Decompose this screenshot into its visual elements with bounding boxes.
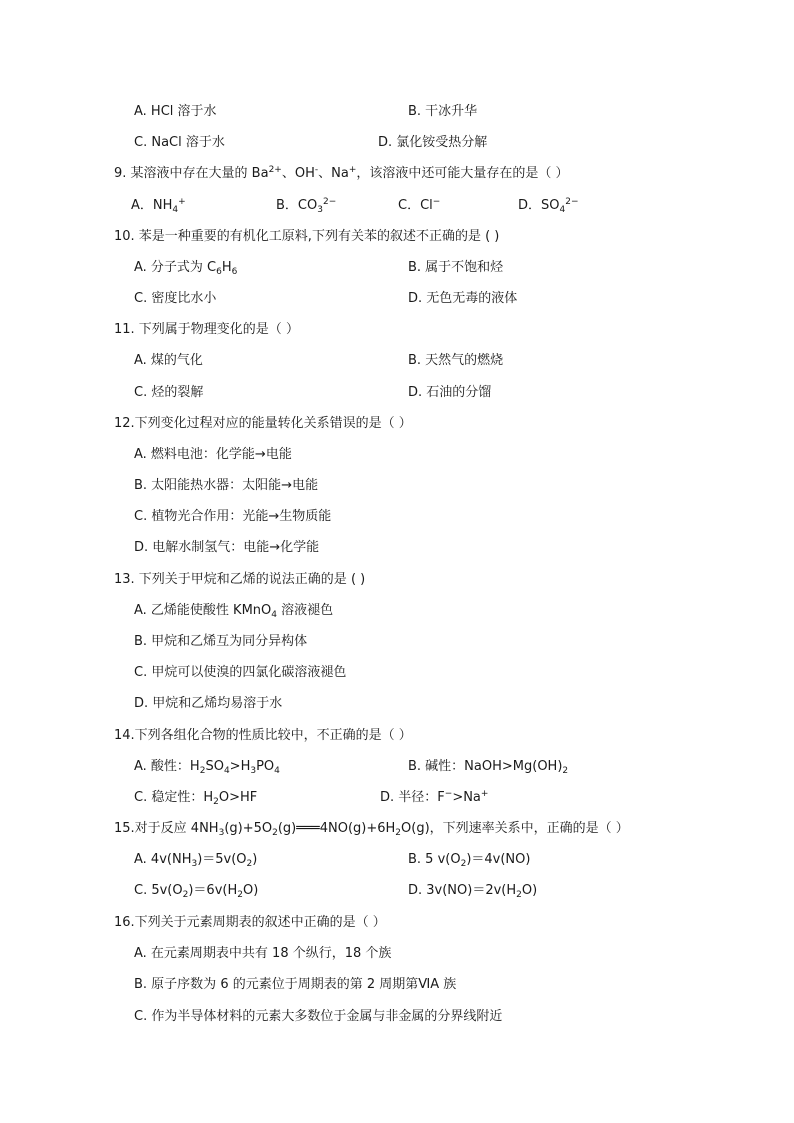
q15-text: O(g)，下列速率关系中，正确的是（ ）: [401, 821, 629, 836]
opt-sub: 2: [246, 859, 253, 869]
opt-text: >H: [229, 759, 251, 774]
opt-text: D．SO: [518, 198, 560, 213]
opt-sub: 6: [216, 267, 222, 277]
opt-sub: 2: [182, 890, 189, 900]
opt-text: A. 分子式为 C: [134, 260, 217, 275]
opt-text: D. 半径：F: [380, 790, 445, 805]
question-9: [114, 166, 569, 182]
option-14d: [380, 790, 488, 806]
opt-text: B. 5 v(O: [408, 852, 461, 867]
q15-text: (g)+5O: [224, 821, 273, 836]
opt-text: ): [252, 852, 258, 867]
option-15a: [134, 852, 257, 868]
opt-text: 溶液褪色: [277, 603, 334, 618]
q15-sub: 3: [218, 828, 225, 838]
opt-sub: 4: [271, 610, 278, 620]
opt-sup: +: [480, 789, 489, 799]
option-10b: B. 属于不饱和烃: [408, 260, 504, 275]
option-15d: [408, 883, 537, 899]
opt-text: C. 稳定性：H: [134, 790, 214, 805]
option-10c: C. 密度比水小: [134, 291, 217, 306]
option-8c: C. NaCl 溶于水: [134, 135, 225, 150]
question-13: 13. 下列关于甲烷和乙烯的说法正确的是 ( ): [114, 572, 366, 587]
option-10a: [134, 260, 237, 276]
opt-text: A. 乙烯能使酸性 KMnO: [134, 603, 272, 618]
option-11c: C. 烃的裂解: [134, 385, 204, 400]
option-11d: D. 石油的分馏: [408, 385, 492, 400]
option-11b: B. 天然气的燃烧: [408, 353, 504, 368]
q9-text: 、OH: [281, 166, 315, 181]
q9-sup: +: [348, 165, 357, 175]
option-8a: A. HCl 溶于水: [134, 104, 217, 119]
q9-text: 、Na: [318, 166, 349, 181]
q9-sup: 2+: [268, 165, 282, 175]
option-12a: A. 燃料电池：化学能→电能: [134, 447, 292, 462]
question-12: 12.下列变化过程对应的能量转化关系错误的是（ ）: [114, 416, 412, 431]
opt-sub: 3: [250, 766, 257, 776]
opt-sub: 6: [231, 267, 238, 277]
opt-text: PO: [256, 759, 275, 774]
opt-sup: −: [432, 197, 441, 207]
option-13a: [134, 603, 333, 619]
opt-sub: 2: [199, 766, 206, 776]
option-9a: [131, 198, 186, 214]
option-8d: D. 氯化铵受热分解: [378, 135, 488, 150]
option-16a: A. 在元素周期表中共有 18 个纵行，18 个族: [134, 946, 392, 961]
q15-text: 15.对于反应 4NH: [114, 821, 219, 836]
option-15b: [408, 852, 530, 868]
option-15c: [134, 883, 258, 899]
opt-sup: 2−: [565, 197, 579, 207]
option-12d: D. 电解水制氢气：电能→化学能: [134, 540, 320, 555]
opt-sub: 2: [213, 797, 219, 807]
question-10: 10. 苯是一种重要的有机化工原料,下列有关苯的叙述不正确的是 ( ): [114, 229, 500, 244]
opt-text: D. 3v(NO)＝2v(H: [408, 883, 517, 898]
question-16: 16.下列关于元素周期表的叙述中正确的是（ ）: [114, 915, 386, 930]
q9-text: ，该溶液中还可能大量存在的是（ ）: [356, 166, 569, 181]
option-14c: [134, 790, 257, 806]
opt-text: )＝6v(H: [188, 883, 238, 898]
opt-text: C．Cl: [398, 198, 433, 213]
option-12c: C. 植物光合作用：光能→生物质能: [134, 509, 332, 524]
option-13c: C. 甲烷可以使溴的四氯化碳溶液褪色: [134, 665, 347, 680]
q15-text: (g)═══4NO(g)+6H: [277, 821, 396, 836]
option-8b: B. 干冰升华: [408, 104, 478, 119]
opt-text: A. 4v(NH: [134, 852, 192, 867]
opt-text: A. 酸性：H: [134, 759, 200, 774]
opt-text: H: [221, 260, 232, 275]
opt-text: )＝5v(O: [197, 852, 247, 867]
opt-sub: 4: [559, 205, 566, 215]
opt-text: SO: [205, 759, 224, 774]
opt-sub: 4: [274, 766, 280, 776]
question-11: 11. 下列属于物理变化的是（ ）: [114, 322, 299, 337]
option-13d: D. 甲烷和乙烯均易溶于水: [134, 696, 283, 711]
opt-text: B. 碱性：NaOH>Mg(OH): [408, 759, 563, 774]
opt-text: )＝4v(NO): [466, 852, 531, 867]
option-9b: [276, 198, 336, 214]
opt-sup: 2−: [322, 197, 337, 207]
option-11a: A. 煤的气化: [134, 353, 203, 368]
option-14a: [134, 759, 280, 775]
opt-text: O>HF: [218, 790, 258, 805]
opt-sub: 2: [516, 890, 522, 900]
opt-text: A．NH: [131, 198, 173, 213]
opt-sup: −: [444, 789, 453, 799]
opt-sub: 4: [223, 766, 230, 776]
q9-sup: -: [314, 165, 319, 175]
option-16c: C. 作为半导体材料的元素大多数位于金属与非金属的分界线附近: [134, 1009, 503, 1024]
opt-sup: +: [178, 197, 186, 207]
option-9d: [518, 198, 579, 214]
opt-text: O): [242, 883, 259, 898]
opt-sub: 2: [562, 766, 569, 776]
opt-sub: 4: [172, 205, 179, 215]
opt-text: B．CO: [276, 198, 318, 213]
opt-text: C. 5v(O: [134, 883, 183, 898]
opt-text: O): [521, 883, 538, 898]
option-9c: [398, 198, 440, 214]
option-10d: D. 无色无毒的液体: [408, 291, 518, 306]
option-13b: B. 甲烷和乙烯互为同分异构体: [134, 634, 308, 649]
opt-sub: 3: [317, 205, 323, 215]
option-14b: [408, 759, 568, 775]
question-15: [114, 821, 629, 837]
opt-sub: 3: [191, 859, 198, 869]
opt-sub: 2: [237, 890, 243, 900]
option-12b: B. 太阳能热水器：太阳能→电能: [134, 478, 319, 493]
q15-sub: 2: [272, 828, 278, 838]
q9-text: 9. 某溶液中存在大量的 Ba: [114, 166, 269, 181]
q15-sub: 2: [395, 828, 402, 838]
question-14: 14.下列各组化合物的性质比较中，不正确的是（ ）: [114, 728, 412, 743]
option-16b: B. 原子序数为 6 的元素位于周期表的第 2 周期第ⅥA 族: [134, 977, 457, 992]
opt-sub: 2: [460, 859, 467, 869]
opt-text: >Na: [452, 790, 481, 805]
